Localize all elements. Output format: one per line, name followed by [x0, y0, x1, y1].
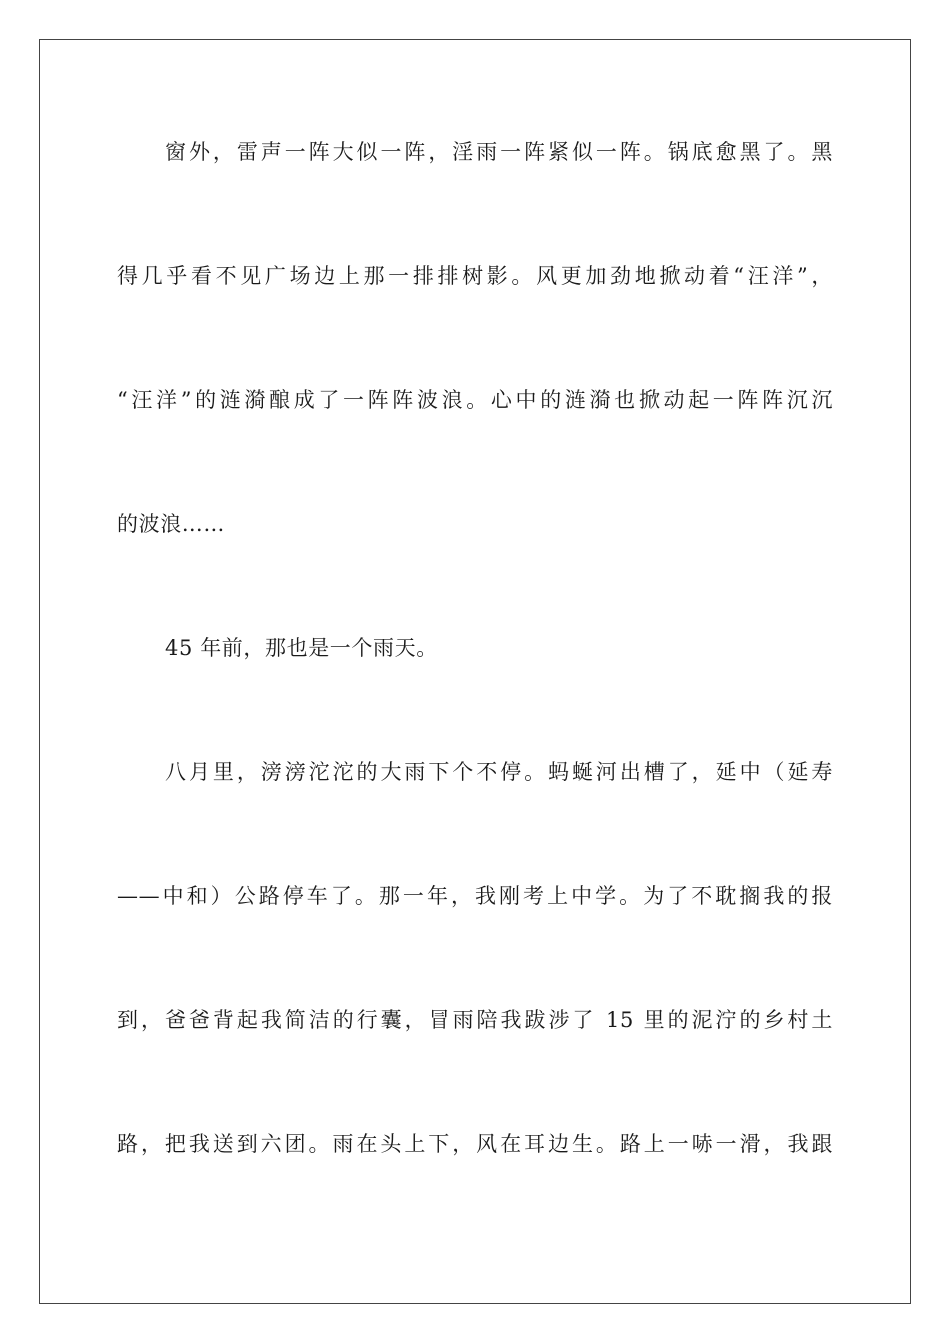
paragraph-3-line-3: 到，爸爸背起我简洁的行囊，冒雨陪我跋涉了 15 里的泥泞的乡村土: [117, 1008, 833, 1032]
paragraph-2-line-1: 45 年前，那也是一个雨天。: [165, 636, 438, 660]
paragraph-3-line-1: 八月里，滂滂沱沱的大雨下个不停。蚂蜒河出槽了，延中（延寿: [165, 760, 833, 784]
paragraph-1-line-3: “汪洋”的涟漪酿成了一阵阵波浪。心中的涟漪也掀动起一阵阵沉沉: [117, 388, 833, 412]
paragraph-1-line-1: 窗外，雷声一阵大似一阵，淫雨一阵紧似一阵。锅底愈黑了。黑: [165, 140, 833, 164]
page-border: [39, 39, 911, 1304]
paragraph-1-line-4: 的波浪……: [117, 512, 225, 536]
paragraph-1-line-2: 得几乎看不见广场边上那一排排树影。风更加劲地掀动着“汪洋”，: [117, 264, 833, 288]
paragraph-3-line-4: 路，把我送到六团。雨在头上下，风在耳边生。路上一哧一滑，我跟: [117, 1132, 833, 1156]
paragraph-3-line-2: ——中和）公路停车了。那一年，我刚考上中学。为了不耽搁我的报: [117, 884, 833, 908]
